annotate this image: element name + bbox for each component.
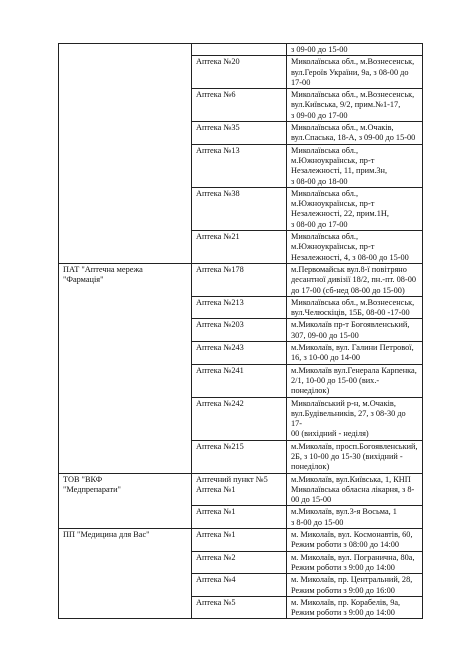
address-cell: з 09-00 до 15-00 [287,44,423,56]
org-cell: ПП "Медицина для Вас" [59,529,192,619]
pharmacy-cell: Аптека №178 [192,263,287,296]
address-cell: м. Миколаїв, вул. Погранична, 80а, Режим роботи з 9:00 до 14:00 [287,551,423,574]
pharmacy-cell: Аптека №5 [192,596,287,619]
address-cell: Миколаївська обл., м.Вознесенськ, вул.Київська, 9/2, прим.№1-17, з 09-00 до 17-00 [287,89,423,122]
pharmacy-cell: Аптека №35 [192,122,287,145]
address-cell: м. Миколаїв, пр. Центральний, 28, Режим роботи з 9:00 до 16:00 [287,574,423,597]
pharmacy-cell: Аптека №2 [192,551,287,574]
address-cell: Миколаївська обл., м.Вознесенськ, вул.Героїв України, 9а, з 08-00 до 17-00 [287,56,423,89]
pharmacy-cell: Аптека №242 [192,397,287,440]
address-cell: м.Первомайськ вул.8-ї повітряно десантної дивізії 18/2, пн.-пт. 08-00 до 17-00 (сб-нед 08-00 до 15-00) [287,263,423,296]
pharmacy-cell [192,44,287,56]
org-cell: ТОВ "ВКФ "Медпрепарати" [59,473,192,528]
pharmacy-cell: Аптека №20 [192,56,287,89]
pharmacy-cell: Аптека №38 [192,187,287,230]
address-cell: м.Миколаїв, вул.Київська, 1, КНП Миколаївська обласна лікарня, з 8- 00 до 15-00 [287,473,423,506]
org-cell [59,44,192,264]
address-cell: м.Миколаїв пр-т Богоявленський, 307, 09-00 до 15-00 [287,319,423,342]
table-row [59,263,423,296]
pharmacy-cell: Аптека №241 [192,364,287,397]
address-cell: м.Миколаїв, вул.3-я Восьма, 1 з 8-00 до 15-00 [287,506,423,529]
address-cell: Миколаївська обл., м.Вознесенськ, вул.Челюскіців, 15Б, 08-00 -17-00 [287,296,423,319]
table-row [59,473,423,506]
pharmacy-cell: Аптека №13 [192,144,287,187]
pharmacy-cell: Аптечний пункт №5 Аптека №1 [192,473,287,506]
pharmacy-cell: Аптека №1 [192,529,287,552]
address-cell: Миколаївська обл., м.Южноукраїнськ, пр-т Незалежності, 11, прим.3н, з 08-00 до 18-00 [287,144,423,187]
pharmacy-cell: Аптека №213 [192,296,287,319]
pharmacy-table [58,43,423,619]
table-row [59,44,423,56]
address-cell: Миколаївська обл., м.Южноукраїнськ, пр-т Незалежності, 4, з 08-00 до 15-00 [287,231,423,264]
address-cell: Миколаївська обл., м.Южноукраїнськ, пр-т Незалежності, 22, прим.1Н, з 08-00 до 17-00 [287,187,423,230]
address-cell: м.Миколаїв, просп.Богоявленський, 2Б, з 10-00 до 15-30 (вихідний - понеділок) [287,440,423,473]
pharmacy-cell: Аптека №4 [192,574,287,597]
org-cell: ПАТ "Аптечна мережа "Фармація" [59,263,192,473]
address-cell: м.Миколаїв, вул. Галини Петрової, 16, з 10-00 до 14-00 [287,342,423,365]
pharmacy-cell: Аптека №215 [192,440,287,473]
address-cell: м. Миколаїв, вул. Космонавтів, 60, Режим роботи з 08:00 до 14:00 [287,529,423,552]
pharmacy-cell: Аптека №1 [192,506,287,529]
pharmacy-cell: Аптека №203 [192,319,287,342]
address-cell: Миколаївський р-н, м.Очаків, вул.Будівельників, 27, з 08-30 до 17- 00 (вихідний - неділя) [287,397,423,440]
address-cell: Миколаївська обл., м.Очаків, вул.Спаська, 18-А, з 09-00 до 15-00 [287,122,423,145]
table-row [59,529,423,552]
pharmacy-cell: Аптека №21 [192,231,287,264]
pharmacy-cell: Аптека №243 [192,342,287,365]
address-cell: м. Миколаїв, пр. Корабелів, 9а, Режим роботи з 9:00 до 14:00 [287,596,423,619]
address-cell: м.Миколаїв вул.Генерала Карпенка, 2/1, 10-00 до 15-00 (вих.- понеділок) [287,364,423,397]
pharmacy-cell: Аптека №6 [192,89,287,122]
